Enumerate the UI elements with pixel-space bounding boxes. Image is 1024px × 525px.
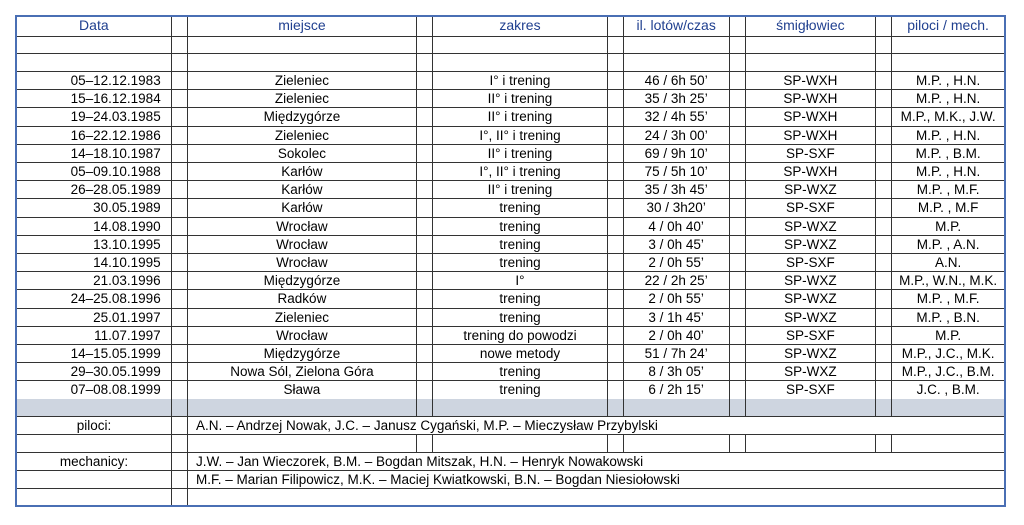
row-date: 14–18.10.1987: [17, 145, 171, 163]
blank-row: [17, 489, 1004, 505]
row-scope: II° i trening: [432, 90, 607, 108]
row-date: 24–25.08.1996: [17, 290, 171, 308]
row-place: Zieleniec: [187, 90, 417, 108]
row-helicopter: SP-SXF: [745, 327, 876, 345]
row-helicopter: SP-WXZ: [745, 272, 876, 290]
table-row: [17, 163, 1004, 181]
blank-row: [17, 37, 1004, 54]
mechanics-text-2: M.F. – Marian Filipowicz, M.K. – Maciej Kwiatkowski, B.N. – Bogdan Niesiołowski: [187, 471, 1004, 489]
row-scope: II° i trening: [432, 145, 607, 163]
row-crew: M.P. , M.F.: [891, 181, 1004, 199]
row-flights: 24 / 3h 00’: [623, 127, 729, 145]
table-row: [17, 108, 1004, 126]
pilots-legend-row: [17, 417, 1004, 435]
row-place: Karłów: [187, 199, 417, 217]
table-row: [17, 218, 1004, 236]
row-crew: M.P. , B.N.: [891, 309, 1004, 327]
row-scope: I°, II° i trening: [432, 127, 607, 145]
row-flights: 35 / 3h 45’: [623, 181, 729, 199]
table-row: [17, 381, 1004, 399]
row-helicopter: SP-WXZ: [745, 345, 876, 363]
row-date: 30.05.1989: [17, 199, 171, 217]
row-crew: M.P. , H.N.: [891, 163, 1004, 181]
row-place: Nowa Sól, Zielona Góra: [187, 363, 417, 381]
row-scope: trening: [432, 218, 607, 236]
row-scope: trening: [432, 254, 607, 272]
table-row: [17, 236, 1004, 254]
row-scope: trening: [432, 236, 607, 254]
row-scope: trening: [432, 381, 607, 399]
row-date: 14.10.1995: [17, 254, 171, 272]
row-place: Międzygórze: [187, 272, 417, 290]
row-helicopter: SP-WXH: [745, 72, 876, 90]
row-flights: 32 / 4h 55’: [623, 108, 729, 126]
row-scope: I° i trening: [432, 72, 607, 90]
row-crew: M.P. , H.N.: [891, 127, 1004, 145]
row-scope: II° i trening: [432, 181, 607, 199]
mechanics-legend-row: [17, 453, 1004, 471]
row-helicopter: SP-WXZ: [745, 290, 876, 308]
mechanics-text-1: J.W. – Jan Wieczorek, B.M. – Bogdan Mitszak, H.N. – Henryk Nowakowski: [187, 453, 1004, 471]
table-row: [17, 90, 1004, 108]
row-helicopter: SP-WXZ: [745, 181, 876, 199]
row-flights: 46 / 6h 50’: [623, 72, 729, 90]
table-row: [17, 254, 1004, 272]
row-crew: M.P., J.C., B.M.: [891, 363, 1004, 381]
flight-log-table: [15, 15, 1006, 507]
row-date: 25.01.1997: [17, 309, 171, 327]
table-row: [17, 327, 1004, 345]
row-place: Karłów: [187, 181, 417, 199]
row-flights: 22 / 2h 25’: [623, 272, 729, 290]
row-place: Wrocław: [187, 218, 417, 236]
table-row: [17, 127, 1004, 145]
row-helicopter: SP-SXF: [745, 254, 876, 272]
row-place: Zieleniec: [187, 309, 417, 327]
row-place: Karłów: [187, 163, 417, 181]
separator-row: [17, 399, 1004, 417]
table-row: [17, 72, 1004, 90]
row-crew: M.P. , M.F.: [891, 290, 1004, 308]
row-helicopter: SP-WXZ: [745, 363, 876, 381]
row-scope: trening: [432, 199, 607, 217]
row-flights: 75 / 5h 10’: [623, 163, 729, 181]
row-scope: trening: [432, 309, 607, 327]
row-date: 29–30.05.1999: [17, 363, 171, 381]
row-scope: I°: [432, 272, 607, 290]
pilots-label: piloci:: [17, 417, 171, 435]
row-flights: 2 / 0h 40’: [623, 327, 729, 345]
blank-row: [17, 435, 1004, 453]
row-helicopter: SP-WXH: [745, 127, 876, 145]
row-helicopter: SP-WXH: [745, 108, 876, 126]
table-row: [17, 290, 1004, 308]
row-crew: M.P., M.K., J.W.: [891, 108, 1004, 126]
header-flights: il. lotów/czas: [623, 17, 729, 37]
pilots-text: A.N. – Andrzej Nowak, J.C. – Janusz Cygański, M.P. – Mieczysław Przybylski: [187, 417, 1004, 435]
row-crew: M.P. , H.N.: [891, 90, 1004, 108]
row-helicopter: SP-WXH: [745, 90, 876, 108]
row-helicopter: SP-WXZ: [745, 309, 876, 327]
row-flights: 69 / 9h 10’: [623, 145, 729, 163]
row-crew: M.P. , M.F: [891, 199, 1004, 217]
row-date: 16–22.12.1986: [17, 127, 171, 145]
row-flights: 30 / 3h20’: [623, 199, 729, 217]
row-scope: II° i trening: [432, 108, 607, 126]
row-flights: 4 / 0h 40’: [623, 218, 729, 236]
row-helicopter: SP-WXZ: [745, 236, 876, 254]
row-flights: 51 / 7h 24’: [623, 345, 729, 363]
row-date: 07–08.08.1999: [17, 381, 171, 399]
row-flights: 2 / 0h 55’: [623, 254, 729, 272]
row-flights: 3 / 1h 45’: [623, 309, 729, 327]
row-scope: trening do powodzi: [432, 327, 607, 345]
table-row: [17, 345, 1004, 363]
row-crew: M.P., W.N., M.K.: [891, 272, 1004, 290]
row-date: 05–09.10.1988: [17, 163, 171, 181]
table-row: [17, 309, 1004, 327]
mechanics-legend-row-2: [17, 471, 1004, 489]
table-row: [17, 181, 1004, 199]
row-helicopter: SP-SXF: [745, 199, 876, 217]
row-scope: trening: [432, 363, 607, 381]
row-crew: M.P.: [891, 218, 1004, 236]
row-date: 14.08.1990: [17, 218, 171, 236]
row-place: Radków: [187, 290, 417, 308]
row-crew: M.P.: [891, 327, 1004, 345]
table-row: [17, 363, 1004, 381]
row-crew: M.P. , H.N.: [891, 72, 1004, 90]
row-place: Międzygórze: [187, 108, 417, 126]
table-row: [17, 145, 1004, 163]
row-flights: 6 / 2h 15’: [623, 381, 729, 399]
row-place: Zieleniec: [187, 127, 417, 145]
row-place: Wrocław: [187, 236, 417, 254]
row-date: 19–24.03.1985: [17, 108, 171, 126]
table-row: [17, 272, 1004, 290]
row-date: 21.03.1996: [17, 272, 171, 290]
row-place: Sława: [187, 381, 417, 399]
header-scope: zakres: [432, 17, 607, 37]
row-place: Zieleniec: [187, 72, 417, 90]
row-date: 11.07.1997: [17, 327, 171, 345]
row-date: 15–16.12.1984: [17, 90, 171, 108]
row-crew: M.P., J.C., M.K.: [891, 345, 1004, 363]
row-crew: A.N.: [891, 254, 1004, 272]
row-place: Międzygórze: [187, 345, 417, 363]
row-place: Sokolec: [187, 145, 417, 163]
row-flights: 2 / 0h 55’: [623, 290, 729, 308]
row-flights: 35 / 3h 25’: [623, 90, 729, 108]
table-row: [17, 199, 1004, 217]
row-crew: M.P. , A.N.: [891, 236, 1004, 254]
row-date: 14–15.05.1999: [17, 345, 171, 363]
row-helicopter: SP-WXZ: [745, 218, 876, 236]
row-date: 05–12.12.1983: [17, 72, 171, 90]
row-scope: I°, II° i trening: [432, 163, 607, 181]
header-place: miejsce: [187, 17, 417, 37]
row-flights: 3 / 0h 45’: [623, 236, 729, 254]
row-scope: nowe metody: [432, 345, 607, 363]
header-date: Data: [17, 17, 171, 37]
header-helicopter: śmigłowiec: [745, 17, 876, 37]
row-helicopter: SP-SXF: [745, 381, 876, 399]
row-place: Wrocław: [187, 327, 417, 345]
row-scope: trening: [432, 290, 607, 308]
header-crew: piloci / mech.: [891, 17, 1004, 37]
blank-row: [17, 54, 1004, 72]
row-helicopter: SP-SXF: [745, 145, 876, 163]
row-flights: 8 / 3h 05’: [623, 363, 729, 381]
row-date: 26–28.05.1989: [17, 181, 171, 199]
row-crew: J.C. , B.M.: [891, 381, 1004, 399]
row-crew: M.P. , B.M.: [891, 145, 1004, 163]
row-helicopter: SP-WXH: [745, 163, 876, 181]
header-row: [17, 17, 1004, 37]
row-date: 13.10.1995: [17, 236, 171, 254]
row-place: Wrocław: [187, 254, 417, 272]
mechanics-label: mechanicy:: [17, 453, 171, 471]
